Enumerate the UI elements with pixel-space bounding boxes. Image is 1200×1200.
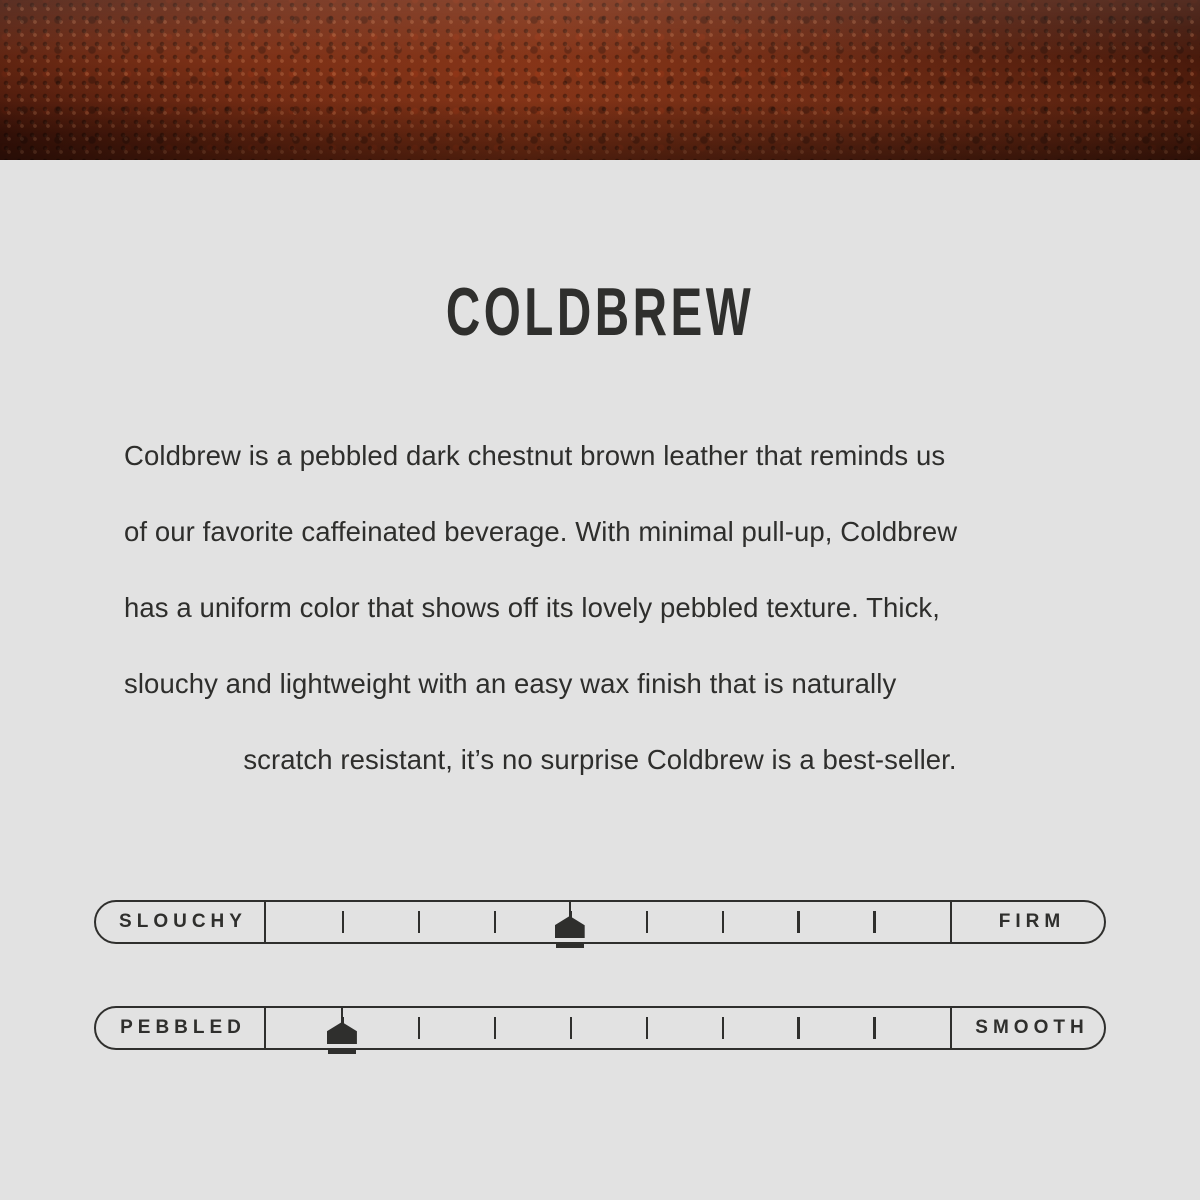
- scale-texture-ticks: [266, 1006, 950, 1050]
- marker-pointer-icon: [327, 1022, 357, 1044]
- marker-base: [328, 1048, 356, 1054]
- attribute-scales: [0, 900, 1200, 1112]
- tick: [570, 1017, 573, 1039]
- scale-texture-left-label: PEBBLED: [94, 1006, 266, 1050]
- tick: [873, 911, 876, 933]
- description-line-1: Coldbrew is a pebbled dark chestnut brown leather that reminds us: [124, 440, 946, 471]
- leather-swatch-image: [0, 0, 1200, 160]
- scale-firmness-right-label: FIRM: [950, 900, 1106, 944]
- scale-firmness-left-label: SLOUCHY: [94, 900, 266, 944]
- description-line-2: of our favorite caffeinated beverage. With minimal pull-up, Coldbrew: [124, 516, 958, 547]
- tick: [494, 911, 497, 933]
- marker-pointer-icon: [555, 916, 585, 938]
- tick: [873, 1017, 876, 1039]
- tick: [646, 1017, 649, 1039]
- tick: [418, 911, 421, 933]
- marker-base: [556, 942, 584, 948]
- description-line-5: scratch resistant, it’s no surprise Coldbrew is a best-seller.: [243, 744, 957, 775]
- scale-firmness-ticks: [266, 900, 950, 944]
- tick: [722, 911, 725, 933]
- scale-texture[interactable]: [94, 1006, 1106, 1050]
- tick: [342, 911, 345, 933]
- tick: [797, 911, 800, 933]
- tick: [494, 1017, 497, 1039]
- scale-texture-right-label: SMOOTH: [950, 1006, 1106, 1050]
- tick: [418, 1017, 421, 1039]
- tick: [646, 911, 649, 933]
- description-block: [124, 418, 1076, 798]
- tick: [722, 1017, 725, 1039]
- tick: [797, 1017, 800, 1039]
- scale-firmness[interactable]: [94, 900, 1106, 944]
- leather-shine-overlay: [0, 0, 1200, 160]
- page-title: COLDBREW: [445, 274, 755, 350]
- description-line-4: slouchy and lightweight with an easy wax finish that is naturally: [124, 668, 897, 699]
- description-line-3: has a uniform color that shows off its lovely pebbled texture. Thick,: [124, 592, 941, 623]
